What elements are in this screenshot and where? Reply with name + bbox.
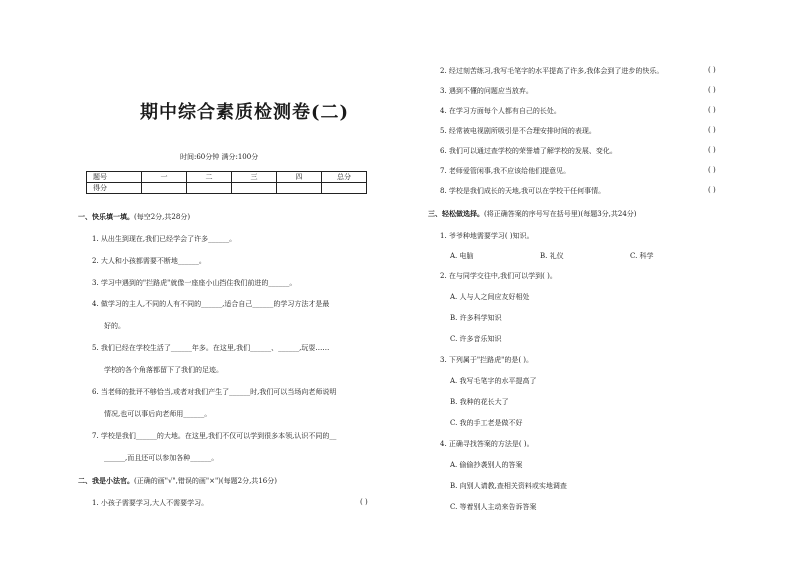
fill-line: 2. 大人和小孩都需要不断地______。 (92, 257, 206, 265)
score-cell[interactable] (322, 183, 367, 194)
section3-title: 三、轻松做选择。 (428, 209, 484, 218)
score-table-header-cell: 题号 (87, 172, 142, 183)
section1-heading (78, 212, 190, 222)
answer-paren[interactable]: ( ) (708, 86, 716, 94)
score-cell[interactable] (187, 183, 232, 194)
score-table-header-cell: 一 (142, 172, 187, 183)
answer-paren[interactable]: ( ) (708, 66, 716, 74)
choice-option[interactable]: B. 向别人请教,查相关资料或实地调查 (450, 482, 567, 490)
choice-stem: 3. 下列属于"拦路虎"的是( )。 (440, 356, 534, 364)
choice-option[interactable]: A. 电脑 (450, 252, 474, 260)
score-cell[interactable] (277, 183, 322, 194)
score-table-header-row (87, 172, 367, 183)
judge-item: 3. 遇到不懂的问题应当放弃。 (440, 87, 533, 95)
judge-item: 6. 我们可以通过查学校的荣誉墙了解学校的发展、变化。 (440, 147, 617, 155)
judge-item: 7. 老师爱管闲事,我不应该给他们提意见。 (440, 167, 571, 175)
choice-option[interactable]: B. 我种的花长大了 (450, 398, 509, 406)
choice-option[interactable]: A. 人与人之间应友好相处 (450, 293, 530, 301)
fill-line: 1. 从出生到现在,我们已经学会了许多______。 (92, 235, 237, 243)
choice-stem: 4. 正确寻找答案的方法是( )。 (440, 440, 534, 448)
answer-paren[interactable]: ( ) (708, 126, 716, 134)
exam-meta: 时间:60分钟 满分:100分 (180, 153, 259, 161)
fill-line: 情况,也可以事后向老师用______。 (104, 410, 212, 418)
score-table-score-row (87, 183, 367, 194)
section3-note: (将正确答案的序号写在括号里)(每题3分,共24分) (484, 210, 637, 218)
answer-paren[interactable]: ( ) (708, 146, 716, 154)
choice-option[interactable]: A. 偷偷抄袭别人的答案 (450, 461, 523, 469)
answer-paren[interactable]: ( ) (708, 106, 716, 114)
judge-item: 1. 小孩子需要学习,大人不需要学习。 (92, 499, 209, 507)
fill-line: 3. 学习中遇到的"拦路虎"就像一座座小山挡住我们前进的______。 (92, 279, 297, 287)
score-cell[interactable] (232, 183, 277, 194)
judge-item: 2. 经过刻苦练习,我写毛笔字的水平提高了许多,我体会到了进步的快乐。 (440, 67, 664, 75)
section1-note: (每空2分,共28分) (134, 213, 191, 221)
score-cell[interactable] (142, 183, 187, 194)
answer-paren[interactable]: ( ) (708, 186, 716, 194)
answer-paren[interactable]: ( ) (708, 166, 716, 174)
choice-stem: 2. 在与同学交往中,我们可以学到( )。 (440, 272, 557, 280)
fill-line: ______,而且还可以参加各种______。 (104, 454, 219, 462)
choice-option[interactable]: C. 科学 (630, 252, 654, 260)
section2-heading (78, 476, 277, 486)
choice-option[interactable]: C. 我的手工老是做不好 (450, 419, 523, 427)
fill-line: 4. 做学习的主人,不同的人有不同的______,适合自己______的学习方法才是最 (92, 300, 330, 308)
judge-item: 4. 在学习方面每个人都有自己的长处。 (440, 107, 561, 115)
score-table (86, 171, 367, 194)
score-table-header-cell: 三 (232, 172, 277, 183)
score-table-header-cell: 四 (277, 172, 322, 183)
section1-title: 一、快乐填一填。 (78, 212, 134, 221)
judge-item: 5. 经常被电视剧所吸引是不合理安排时间的表现。 (440, 127, 596, 135)
fill-line: 学校的各个角落都留下了我们的足迹。 (104, 366, 223, 374)
choice-stem: 1. 爷爷种地需要学习( )知识。 (440, 232, 534, 240)
section2-title: 二、我是小法官。 (78, 476, 134, 485)
score-table-header-cell: 二 (187, 172, 232, 183)
answer-paren[interactable]: ( ) (360, 498, 368, 506)
fill-line: 好的。 (104, 322, 125, 330)
page-title: 期中综合素质检测卷(二) (140, 102, 350, 123)
choice-option[interactable]: B. 许多科学知识 (450, 314, 502, 322)
choice-option[interactable]: A. 我写毛笔字的水平提高了 (450, 377, 537, 385)
score-row-label: 得分 (87, 183, 142, 194)
section2-note: (正确的画"√",错误的画"×")(每题2分,共16分) (134, 477, 277, 485)
fill-line: 7. 学校是我们______的大地。在这里,我们不仅可以学到很多本领,认识不同的__ (92, 432, 337, 440)
section3-heading (428, 209, 637, 219)
choice-option[interactable]: B. 礼仪 (540, 252, 564, 260)
score-table-header-cell: 总分 (322, 172, 367, 183)
fill-line: 5. 我们已经在学校生活了______年多。在这里,我们______、______,玩耍…… (92, 344, 330, 352)
judge-item: 8. 学校是我们成长的天地,我可以在学校干任何事情。 (440, 187, 606, 195)
fill-line: 6. 当老师的批评不够恰当,或者对我们产生了______时,我们可以当场向老师说明 (92, 388, 337, 396)
choice-option[interactable]: C. 许多音乐知识 (450, 335, 502, 343)
choice-option[interactable]: C. 等着别人主动来告诉答案 (450, 503, 537, 511)
